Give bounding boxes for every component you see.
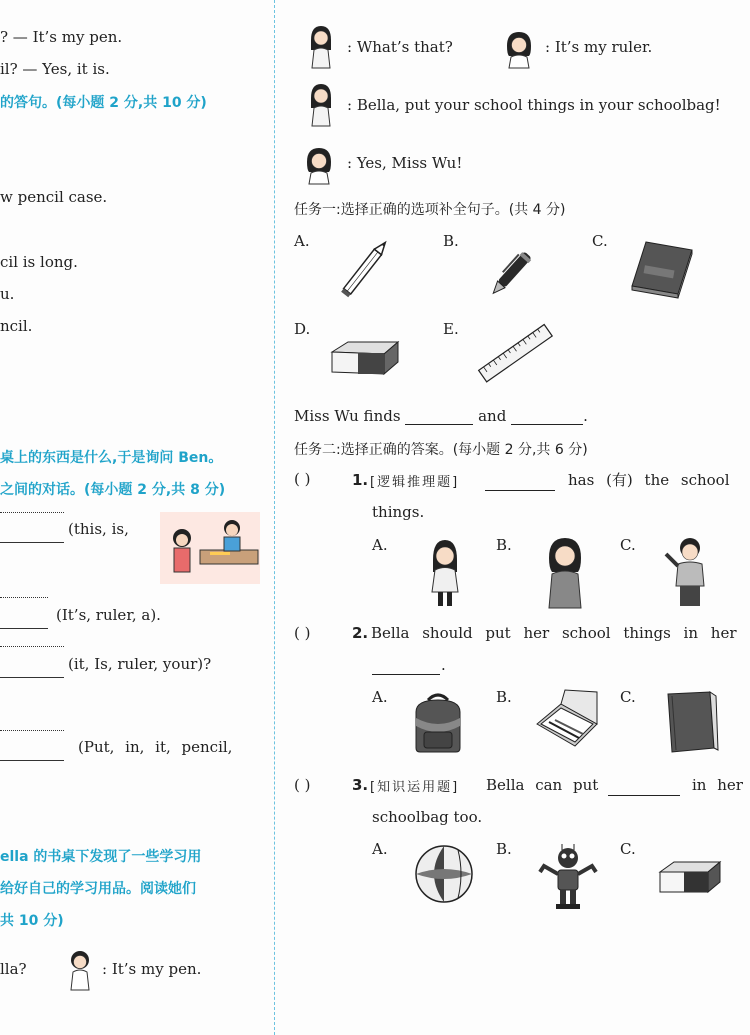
q3-text-a: Bella can put xyxy=(486,776,599,794)
answer-line[interactable] xyxy=(0,677,64,678)
pencil-case-icon[interactable] xyxy=(535,690,599,748)
q3-number: 3. xyxy=(352,776,369,794)
dotted-guide xyxy=(0,512,64,513)
q3-option-b-label: B. xyxy=(496,840,512,858)
task-1-heading: 任务一:选择正确的选项补全句子。(共 4 分) xyxy=(294,202,566,218)
option-b-label: B. xyxy=(443,232,459,250)
bella-avatar-icon xyxy=(306,24,336,68)
finds-sentence xyxy=(294,407,588,425)
left-line-3: w pencil case. xyxy=(0,188,108,206)
q2-option-b-label: B. xyxy=(496,688,512,706)
left-line-6: ncil. xyxy=(0,317,33,335)
schoolbag-icon[interactable] xyxy=(410,690,466,752)
section-heading-3b: 给好自己的学习用品。阅读她们 xyxy=(0,881,196,897)
q1-option-b-label: B. xyxy=(496,536,512,554)
q2-blank[interactable] xyxy=(372,656,440,675)
q2-text-a: Bella should put her school things in her xyxy=(371,624,737,642)
section-heading-3c: 共 10 分) xyxy=(0,913,64,929)
left-line-7: lla? xyxy=(0,960,27,978)
dotted-guide xyxy=(0,730,64,731)
word-hint-2: (It’s, ruler, a). xyxy=(56,606,161,624)
pen-icon[interactable] xyxy=(484,236,548,300)
miss-wu-avatar-icon xyxy=(303,146,335,184)
q1-option-a-label: A. xyxy=(372,536,388,554)
q1-blank[interactable] xyxy=(485,472,555,491)
section-heading-2a: 桌上的东西是什么,于是询问 Ben。 xyxy=(0,450,223,466)
dialogue-2: : Bella, put your school things in your schoolbag! xyxy=(347,96,721,114)
q3-blank[interactable] xyxy=(608,777,680,796)
left-line-2: il? — Yes, it is. xyxy=(0,60,110,78)
bella-avatar-icon xyxy=(306,82,336,126)
q1-tag: [逻辑推理题] xyxy=(370,475,460,490)
book-icon[interactable] xyxy=(630,238,694,298)
q1-answer-paren[interactable]: ( ) xyxy=(294,470,311,488)
q3-text-c: schoolbag too. xyxy=(372,808,483,826)
ball-icon[interactable] xyxy=(414,844,474,904)
section-heading-2b: 之间的对话。(每小题 2 分,共 8 分) xyxy=(0,482,226,498)
q1-text-a: has (有) the school xyxy=(568,471,730,489)
finds-sentence-start: Miss Wu finds xyxy=(294,407,401,425)
ruler-icon[interactable] xyxy=(480,320,552,388)
left-line-1: ? — It’s my pen. xyxy=(0,28,123,46)
q3-text-b: in her xyxy=(692,776,743,794)
finds-blank-1[interactable] xyxy=(405,424,473,425)
finds-sentence-end: . xyxy=(583,407,588,425)
q1-option-c-label: C. xyxy=(620,536,636,554)
eraser-option-icon[interactable] xyxy=(656,860,722,894)
task-2-heading: 任务二:选择正确的答案。(每小题 2 分,共 6 分) xyxy=(294,442,588,458)
q1-text-b: things. xyxy=(372,503,425,521)
section-heading-3a: ella 的书桌下发现了一些学习用 xyxy=(0,849,202,865)
pencil-icon[interactable] xyxy=(334,234,398,302)
word-hint-4: (Put, in, it, pencil, xyxy=(78,738,233,756)
q2-text-b: . xyxy=(441,656,446,674)
eraser-icon[interactable] xyxy=(328,340,400,376)
dialogue-1b: : It’s my ruler. xyxy=(545,38,653,56)
option-d-label: D. xyxy=(294,320,311,338)
q3-answer-paren[interactable]: ( ) xyxy=(294,776,311,794)
q3-tag: [知识运用题] xyxy=(370,780,460,795)
option-a-label: A. xyxy=(294,232,310,250)
left-line-5: u. xyxy=(0,285,15,303)
q1-number: 1. xyxy=(352,471,369,489)
q2-number: 2. xyxy=(352,624,369,642)
kids-at-desk-illustration xyxy=(160,512,260,584)
dialogue-1a: : What’s that? xyxy=(347,38,453,56)
option-c-label: C. xyxy=(592,232,608,250)
miss-wu-avatar-icon xyxy=(503,30,535,68)
bella-option-icon[interactable] xyxy=(428,538,462,608)
dialogue-3: : Yes, Miss Wu! xyxy=(347,154,463,172)
left-line-4: cil is long. xyxy=(0,253,78,271)
q2-answer-paren[interactable]: ( ) xyxy=(294,624,311,642)
dotted-guide xyxy=(0,597,48,598)
answer-line[interactable] xyxy=(0,628,48,629)
book-option-icon[interactable] xyxy=(664,690,718,754)
q3-option-c-label: C. xyxy=(620,840,636,858)
section-heading-1: 的答句。(每小题 2 分,共 10 分) xyxy=(0,95,207,111)
column-divider xyxy=(274,0,275,1035)
answer-line[interactable] xyxy=(0,760,64,761)
finds-sentence-and: and xyxy=(478,407,507,425)
answer-line[interactable] xyxy=(0,542,64,543)
q2-option-a-label: A. xyxy=(372,688,388,706)
q2-option-c-label: C. xyxy=(620,688,636,706)
girl-avatar-icon xyxy=(66,950,94,990)
ben-option-icon[interactable] xyxy=(662,536,718,608)
left-line-7b: : It’s my pen. xyxy=(102,960,202,978)
option-e-label: E. xyxy=(443,320,459,338)
miss-wu-option-icon[interactable] xyxy=(545,536,585,608)
word-hint-1: (this, is, xyxy=(68,520,129,538)
word-hint-3: (it, Is, ruler, your)? xyxy=(68,655,212,673)
robot-toy-icon[interactable] xyxy=(536,842,600,910)
dotted-guide xyxy=(0,646,64,647)
q3-option-a-label: A. xyxy=(372,840,388,858)
finds-blank-2[interactable] xyxy=(511,424,583,425)
